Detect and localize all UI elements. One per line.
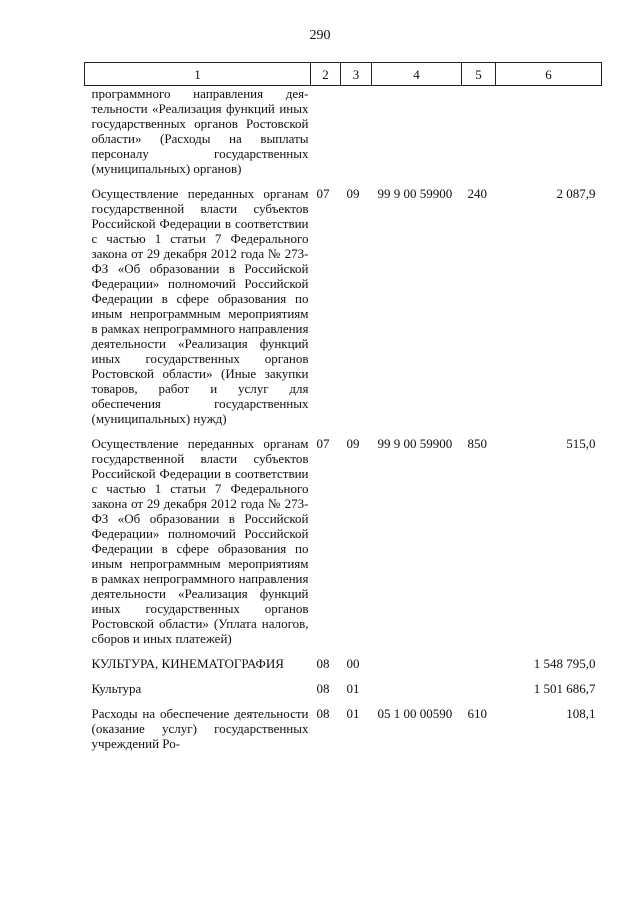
- table-row: [85, 86, 602, 177]
- header-col-2: 2: [311, 63, 341, 86]
- row-expense-type: 610: [467, 706, 487, 721]
- row-section: [311, 86, 341, 177]
- page-number: 290: [309, 28, 331, 43]
- table-row: [85, 426, 602, 646]
- table-row: [85, 176, 602, 426]
- row-amount: 515,0: [566, 436, 596, 451]
- row-name: КУЛЬТУРА, КИНЕМАТОГРАФИЯ: [91, 656, 284, 671]
- header-col-4: 4: [372, 63, 462, 86]
- header-col-3: 3: [341, 63, 372, 86]
- row-subsection: 09: [346, 436, 360, 451]
- row-name: Расходы на обеспечение деятельности (оказание услуг) государственных учреждений Ро-: [91, 706, 309, 751]
- row-target-article: 05 1 00 00590: [377, 706, 453, 721]
- row-amount: 1 501 686,7: [533, 681, 596, 696]
- row-subsection: 01: [346, 681, 360, 696]
- row-section: 07: [316, 436, 330, 451]
- row-expense-type: [462, 646, 496, 671]
- table-row: [85, 671, 602, 696]
- row-amount: [496, 86, 602, 177]
- row-subsection: [341, 86, 372, 177]
- row-amount: 2 087,9: [556, 186, 596, 201]
- table-row: [85, 646, 602, 671]
- row-amount: 108,1: [566, 706, 596, 721]
- table-header: [85, 63, 602, 86]
- row-section: 08: [316, 706, 330, 721]
- row-name: программного направления деятельности «Реализация функций иных государственных органов Ростовской области» (Расходы на выплаты персоналу государственных (муниципальных) органов): [91, 86, 309, 176]
- row-name: Осуществление переданных органам государственной власти субъектов Российской Федерации в соответствии с частью 1 статьи 7 Федерального закона от 29 декабря 2012 года № 273-ФЗ «Об образовании в Российской Федерации» полномочий Российской Федерации в сфере образования по иным непрограммным мероприятиям в рамках непрограммного направления деятельности «Реализация функций иных государственных органов Ростовской области» (Уплата налогов, сборов и иных платежей): [91, 436, 309, 646]
- row-name: Культура: [91, 681, 142, 696]
- row-target-article: 99 9 00 59900: [377, 436, 453, 451]
- row-amount: 1 548 795,0: [533, 656, 596, 671]
- budget-table: [84, 62, 602, 751]
- row-section: 08: [316, 681, 330, 696]
- row-expense-type: [462, 671, 496, 696]
- row-section: 07: [316, 186, 330, 201]
- row-expense-type: 240: [467, 186, 487, 201]
- row-target-article: [372, 86, 462, 177]
- row-name: Осуществление переданных органам государственной власти субъектов Российской Федерации в соответствии с частью 1 статьи 7 Федерального закона от 29 декабря 2012 года № 273-ФЗ «Об образовании в Российской Федерации» полномочий Российской Федерации в сфере образования по иным непрограммным мероприятиям в рамках непрограммного направления деятельности «Реализация функций иных государственных органов Ростовской области» (Иные закупки товаров, работ и услуг для обеспечения государственных (муниципальных) нужд): [91, 186, 309, 426]
- row-target-article: [372, 671, 462, 696]
- row-target-article: [372, 646, 462, 671]
- row-target-article: 99 9 00 59900: [377, 186, 453, 201]
- row-section: 08: [316, 656, 330, 671]
- row-subsection: 00: [346, 656, 360, 671]
- header-col-5: 5: [462, 63, 496, 86]
- table-row: [85, 696, 602, 751]
- header-col-6: 6: [496, 63, 602, 86]
- row-expense-type: [462, 86, 496, 177]
- row-subsection: 01: [346, 706, 360, 721]
- header-col-1: 1: [85, 63, 311, 86]
- row-subsection: 09: [346, 186, 360, 201]
- row-expense-type: 850: [467, 436, 487, 451]
